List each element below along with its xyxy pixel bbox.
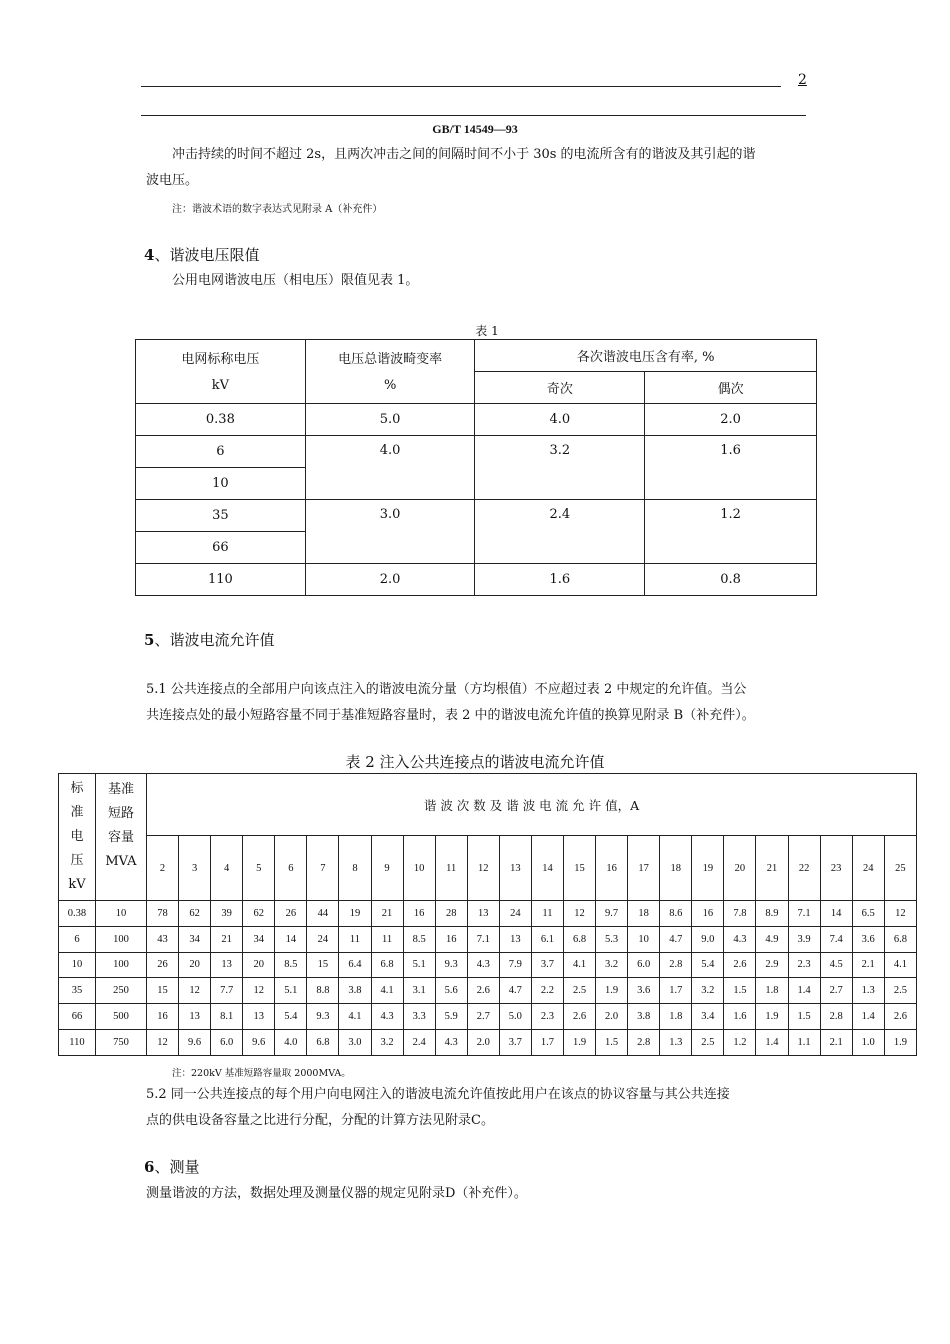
section-6-title: 、测量 <box>154 1158 200 1176</box>
t1-cell: 3.2 <box>475 436 645 500</box>
t2-order-7: 7 <box>307 836 339 901</box>
t2-order-11: 11 <box>435 836 467 901</box>
t2-cell: 2.5 <box>563 978 595 1004</box>
t2-cell: 3.7 <box>531 952 563 978</box>
section-5-heading <box>144 629 274 650</box>
t1-cell: 1.6 <box>645 436 817 500</box>
t2-order-12: 12 <box>467 836 499 901</box>
t2-cell: 2.7 <box>467 1004 499 1030</box>
table-row <box>59 952 917 978</box>
t2-cell: 11 <box>531 901 563 927</box>
t1-cell: 110 <box>136 564 306 596</box>
t2-cell: 6.5 <box>852 901 884 927</box>
t2-head-capacity <box>95 774 146 901</box>
t2-cell: 3.7 <box>499 1029 531 1055</box>
t2-cell: 1.5 <box>724 978 756 1004</box>
t2-cell: 1.9 <box>563 1029 595 1055</box>
t2-cell: 6.0 <box>628 952 660 978</box>
page-number: 2 <box>798 72 807 88</box>
t2-cell: 1.5 <box>596 1029 628 1055</box>
section-4-number: 4 <box>144 246 155 264</box>
table-2 <box>58 773 917 1056</box>
t2-cell: 1.7 <box>531 1029 563 1055</box>
section-5-2-line-2: 点的供电设备容量之比进行分配，分配的计算方法见附录C。 <box>146 1113 494 1128</box>
t2-head-voltage <box>59 774 96 901</box>
t2-cell: 11 <box>371 926 403 952</box>
t2-cell: 2.8 <box>628 1029 660 1055</box>
t2-cell: 4.5 <box>820 952 852 978</box>
table-1 <box>135 339 817 596</box>
t2-cell: 6.1 <box>531 926 563 952</box>
t2-cell: 5.6 <box>435 978 467 1004</box>
t2-cell: 5.1 <box>403 952 435 978</box>
section-5-1-line-1: 5.1 公共连接点的全部用户向该点注入的谐波电流分量（方均根值）不应超过表 2 中规定的允许值。当公 <box>146 682 747 697</box>
t2-order-3: 3 <box>179 836 211 901</box>
t2-cell: 5.1 <box>275 978 307 1004</box>
t2-cell: 28 <box>435 901 467 927</box>
t2-cell: 20 <box>243 952 275 978</box>
table-2-caption: 表 2 注入公共连接点的谐波电流允许值 <box>345 753 605 771</box>
t2-cell: 1.8 <box>660 1004 692 1030</box>
intro-line-1: 冲击持续的时间不超过 2s，且两次冲击之间的间隔时间不小于 30s 的电流所含有的谐波及其引起的谐 <box>172 147 756 162</box>
t2-cell: 34 <box>179 926 211 952</box>
t2-cell: 15 <box>307 952 339 978</box>
t2-cell: 6.8 <box>371 952 403 978</box>
t2-order-17: 17 <box>628 836 660 901</box>
t2-cell: 4.0 <box>275 1029 307 1055</box>
t2-cell: 2.6 <box>467 978 499 1004</box>
t2-cell: 26 <box>146 952 178 978</box>
t2-cell: 1.5 <box>788 1004 820 1030</box>
t1-cell: 3.0 <box>305 500 475 564</box>
t2-cell: 2.6 <box>724 952 756 978</box>
t2-cell: 12 <box>243 978 275 1004</box>
t2-cell: 2.5 <box>692 1029 724 1055</box>
t2-cell: 15 <box>146 978 178 1004</box>
t2-cell: 43 <box>146 926 178 952</box>
t2-row-voltage: 10 <box>59 952 96 978</box>
header-rule-bottom <box>141 115 806 116</box>
t2-cell: 20 <box>179 952 211 978</box>
table-row <box>59 1029 917 1055</box>
t2-cell: 7.1 <box>467 926 499 952</box>
t2-cell: 13 <box>179 1004 211 1030</box>
t2-cell: 4.3 <box>435 1029 467 1055</box>
t2-head-capacity-line: 短路 <box>107 806 134 821</box>
t1-cell: 2.0 <box>645 404 817 436</box>
t2-row-voltage: 110 <box>59 1029 96 1055</box>
t2-cell: 4.7 <box>660 926 692 952</box>
t2-cell: 6.8 <box>563 926 595 952</box>
t2-order-18: 18 <box>660 836 692 901</box>
t2-cell: 4.1 <box>371 978 403 1004</box>
t2-order-15: 15 <box>563 836 595 901</box>
t2-cell: 3.9 <box>788 926 820 952</box>
t2-cell: 2.7 <box>820 978 852 1004</box>
t2-order-9: 9 <box>371 836 403 901</box>
t2-cell: 1.4 <box>852 1004 884 1030</box>
t2-order-14: 14 <box>531 836 563 901</box>
t2-cell: 1.9 <box>596 978 628 1004</box>
t2-head-capacity-line: 基准 <box>107 782 134 797</box>
t2-cell: 1.0 <box>852 1029 884 1055</box>
header-rule-top <box>141 86 781 87</box>
t1-head-voltage-line1: 电网标称电压 <box>181 352 260 367</box>
t1-head-content: 各次谐波电压含有率, % <box>475 340 817 372</box>
t2-cell: 44 <box>307 901 339 927</box>
t2-cell: 7.4 <box>820 926 852 952</box>
t2-cell: 2.2 <box>531 978 563 1004</box>
t2-cell: 3.2 <box>596 952 628 978</box>
t2-cell: 9.3 <box>435 952 467 978</box>
t1-cell: 0.38 <box>136 404 306 436</box>
t2-cell: 7.9 <box>499 952 531 978</box>
t2-cell: 2.3 <box>788 952 820 978</box>
t2-cell: 4.1 <box>884 952 916 978</box>
t2-order-4: 4 <box>211 836 243 901</box>
t2-cell: 8.5 <box>275 952 307 978</box>
t2-cell: 13 <box>211 952 243 978</box>
t2-cell: 12 <box>146 1029 178 1055</box>
t2-cell: 2.0 <box>467 1029 499 1055</box>
t2-cell: 2.8 <box>820 1004 852 1030</box>
t2-cell: 13 <box>467 901 499 927</box>
t2-cell: 7.1 <box>788 901 820 927</box>
section-5-2-line-1: 5.2 同一公共连接点的每个用户向电网注入的谐波电流允许值按此用户在该点的协议容量与其公共连接 <box>146 1087 730 1102</box>
t2-cell: 13 <box>499 926 531 952</box>
t2-cell: 2.8 <box>660 952 692 978</box>
t1-head-thd-line1: 电压总谐波畸变率 <box>338 352 443 367</box>
t1-cell: 35 <box>136 500 306 532</box>
t2-row-voltage: 66 <box>59 1004 96 1030</box>
t2-cell: 14 <box>820 901 852 927</box>
t2-cell: 3.8 <box>628 1004 660 1030</box>
t2-cell: 3.6 <box>628 978 660 1004</box>
t2-cell: 18 <box>628 901 660 927</box>
t2-cell: 5.4 <box>275 1004 307 1030</box>
t2-row-capacity: 10 <box>95 901 146 927</box>
t2-order-23: 23 <box>820 836 852 901</box>
t2-cell: 62 <box>243 901 275 927</box>
t2-order-24: 24 <box>852 836 884 901</box>
t2-cell: 3.2 <box>692 978 724 1004</box>
t2-order-25: 25 <box>884 836 916 901</box>
t2-cell: 9.3 <box>307 1004 339 1030</box>
table-row <box>59 926 917 952</box>
t2-cell: 1.7 <box>660 978 692 1004</box>
t2-cell: 5.3 <box>596 926 628 952</box>
t1-head-voltage <box>136 340 306 404</box>
t2-row-capacity: 250 <box>95 978 146 1004</box>
t2-cell: 2.1 <box>820 1029 852 1055</box>
section-5-title: 、谐波电流允许值 <box>154 631 275 649</box>
t2-cell: 3.6 <box>852 926 884 952</box>
t2-order-6: 6 <box>275 836 307 901</box>
t1-cell: 5.0 <box>305 404 475 436</box>
t2-cell: 16 <box>403 901 435 927</box>
t2-head-voltage-char: kV <box>68 877 86 892</box>
table-1-caption: 表 1 <box>475 324 499 338</box>
t2-head-capacity-line: MVA <box>105 854 137 869</box>
t2-cell: 1.6 <box>724 1004 756 1030</box>
t2-cell: 8.5 <box>403 926 435 952</box>
t1-cell: 1.2 <box>645 500 817 564</box>
intro-line-2: 波电压。 <box>146 173 199 188</box>
section-6-heading <box>144 1156 199 1177</box>
t2-cell: 4.3 <box>467 952 499 978</box>
t2-cell: 3.3 <box>403 1004 435 1030</box>
t2-cell: 26 <box>275 901 307 927</box>
section-6-body: 测量谐波的方法，数据处理及测量仪器的规定见附录D（补充件）。 <box>146 1186 527 1201</box>
t2-cell: 6.4 <box>339 952 371 978</box>
t2-order-8: 8 <box>339 836 371 901</box>
t2-cell: 5.9 <box>435 1004 467 1030</box>
t2-cell: 1.9 <box>756 1004 788 1030</box>
t2-cell: 2.0 <box>596 1004 628 1030</box>
t2-cell: 4.3 <box>724 926 756 952</box>
t2-cell: 9.6 <box>243 1029 275 1055</box>
t2-cell: 21 <box>371 901 403 927</box>
t2-cell: 14 <box>275 926 307 952</box>
t2-row-capacity: 100 <box>95 926 146 952</box>
t1-cell: 0.8 <box>645 564 817 596</box>
t2-cell: 2.9 <box>756 952 788 978</box>
t2-cell: 4.7 <box>499 978 531 1004</box>
t2-cell: 1.9 <box>884 1029 916 1055</box>
t2-cell: 9.6 <box>179 1029 211 1055</box>
t2-cell: 19 <box>339 901 371 927</box>
t2-row-capacity: 750 <box>95 1029 146 1055</box>
section-5-number: 5 <box>144 631 155 649</box>
t2-cell: 5.0 <box>499 1004 531 1030</box>
t2-row-voltage: 35 <box>59 978 96 1004</box>
t1-cell: 1.6 <box>475 564 645 596</box>
t2-cell: 9.0 <box>692 926 724 952</box>
t2-cell: 24 <box>499 901 531 927</box>
t2-cell: 1.4 <box>788 978 820 1004</box>
t2-cell: 4.9 <box>756 926 788 952</box>
t2-order-21: 21 <box>756 836 788 901</box>
t2-cell: 16 <box>435 926 467 952</box>
t1-cell: 6 <box>136 436 306 468</box>
table-row <box>59 901 917 927</box>
t2-head-voltage-char: 电 <box>70 829 84 844</box>
section-6-number: 6 <box>144 1158 155 1176</box>
t2-cell: 2.6 <box>563 1004 595 1030</box>
t2-cell: 78 <box>146 901 178 927</box>
section-5-1-line-2: 共连接点处的最小短路容量不同于基准短路容量时，表 2 中的谐波电流允许值的换算见附录 B（补充件）。 <box>146 708 755 723</box>
t1-head-voltage-line2: kV <box>211 378 229 393</box>
t2-order-13: 13 <box>499 836 531 901</box>
intro-note: 注：谐波术语的数字表达式见附录 A（补充件） <box>172 204 383 215</box>
t1-cell: 10 <box>136 468 306 500</box>
t1-cell: 2.0 <box>305 564 475 596</box>
t2-cell: 4.1 <box>563 952 595 978</box>
t2-head-harmonics: 谐 波 次 数 及 谐 波 电 流 允 许 值，A <box>146 774 916 836</box>
t2-cell: 24 <box>307 926 339 952</box>
t1-head-thd <box>305 340 475 404</box>
t2-head-capacity-line: 容量 <box>107 830 134 845</box>
t2-cell: 2.1 <box>852 952 884 978</box>
section-4-title: 、谐波电压限值 <box>154 246 260 264</box>
t2-cell: 3.0 <box>339 1029 371 1055</box>
t2-order-19: 19 <box>692 836 724 901</box>
t2-row-capacity: 100 <box>95 952 146 978</box>
t2-cell: 7.8 <box>724 901 756 927</box>
t2-cell: 16 <box>146 1004 178 1030</box>
t2-cell: 2.3 <box>531 1004 563 1030</box>
t2-cell: 6.8 <box>884 926 916 952</box>
t2-order-2: 2 <box>146 836 178 901</box>
t2-cell: 8.6 <box>660 901 692 927</box>
t2-order-10: 10 <box>403 836 435 901</box>
t2-cell: 1.3 <box>852 978 884 1004</box>
t2-cell: 12 <box>884 901 916 927</box>
t2-cell: 2.5 <box>884 978 916 1004</box>
t2-row-voltage: 0.38 <box>59 901 96 927</box>
t2-cell: 13 <box>243 1004 275 1030</box>
t2-cell: 7.7 <box>211 978 243 1004</box>
t2-order-5: 5 <box>243 836 275 901</box>
t2-cell: 39 <box>211 901 243 927</box>
t1-cell: 4.0 <box>305 436 475 500</box>
table-row <box>59 978 917 1004</box>
t2-cell: 11 <box>339 926 371 952</box>
t2-cell: 1.1 <box>788 1029 820 1055</box>
t1-cell: 4.0 <box>475 404 645 436</box>
section-4-body: 公用电网谐波电压（相电压）限值见表 1。 <box>172 273 419 288</box>
table-2-note: 注：220kV 基准短路容量取 2000MVA。 <box>172 1068 351 1079</box>
t2-cell: 1.4 <box>756 1029 788 1055</box>
t1-head-odd: 奇次 <box>475 372 645 404</box>
t2-cell: 8.9 <box>756 901 788 927</box>
t2-order-22: 22 <box>788 836 820 901</box>
t2-cell: 3.2 <box>371 1029 403 1055</box>
t2-cell: 5.4 <box>692 952 724 978</box>
t2-order-20: 20 <box>724 836 756 901</box>
t2-cell: 62 <box>179 901 211 927</box>
t2-cell: 6.8 <box>307 1029 339 1055</box>
t2-cell: 2.6 <box>884 1004 916 1030</box>
t2-cell: 3.1 <box>403 978 435 1004</box>
t2-order-16: 16 <box>596 836 628 901</box>
t1-head-even: 偶次 <box>645 372 817 404</box>
t2-cell: 4.1 <box>339 1004 371 1030</box>
t2-head-voltage-char: 压 <box>70 853 84 868</box>
t2-cell: 34 <box>243 926 275 952</box>
t1-cell: 2.4 <box>475 500 645 564</box>
t2-cell: 1.8 <box>756 978 788 1004</box>
t2-cell: 21 <box>211 926 243 952</box>
t2-cell: 9.7 <box>596 901 628 927</box>
t2-cell: 8.1 <box>211 1004 243 1030</box>
t2-cell: 8.8 <box>307 978 339 1004</box>
t2-row-voltage: 6 <box>59 926 96 952</box>
t2-cell: 6.0 <box>211 1029 243 1055</box>
t2-cell: 2.4 <box>403 1029 435 1055</box>
t2-cell: 12 <box>563 901 595 927</box>
table-row <box>59 1004 917 1030</box>
t2-cell: 16 <box>692 901 724 927</box>
t2-head-voltage-char: 标 <box>70 781 84 796</box>
standard-code: GB/T 14549—93 <box>432 122 518 136</box>
t1-cell: 66 <box>136 532 306 564</box>
t1-head-thd-line2: % <box>383 378 397 393</box>
t2-row-capacity: 500 <box>95 1004 146 1030</box>
section-4-heading <box>144 244 259 265</box>
t2-cell: 10 <box>628 926 660 952</box>
t2-cell: 4.3 <box>371 1004 403 1030</box>
t2-cell: 12 <box>179 978 211 1004</box>
t2-cell: 3.8 <box>339 978 371 1004</box>
t2-cell: 1.3 <box>660 1029 692 1055</box>
t2-cell: 3.4 <box>692 1004 724 1030</box>
t2-head-voltage-char: 准 <box>70 805 84 820</box>
t2-cell: 1.2 <box>724 1029 756 1055</box>
